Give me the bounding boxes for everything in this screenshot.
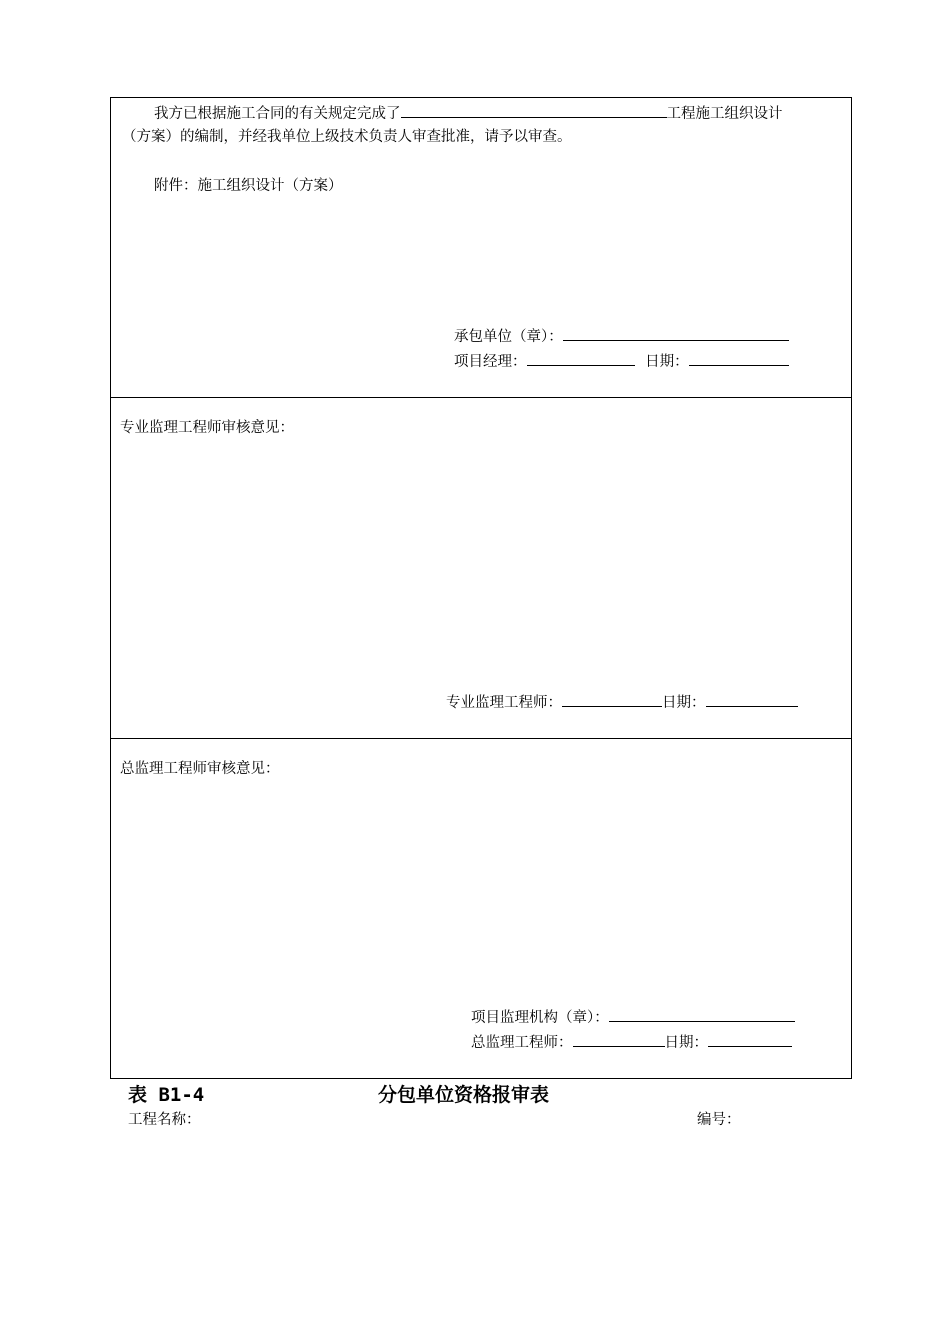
engineer-blank[interactable] bbox=[562, 692, 662, 707]
manager-label: 项目经理： bbox=[454, 354, 527, 370]
contractor-blank[interactable] bbox=[563, 326, 789, 341]
chief-date-blank[interactable] bbox=[708, 1032, 792, 1047]
submission-line-1 bbox=[154, 103, 783, 123]
project-name-blank[interactable] bbox=[401, 103, 667, 118]
date-blank[interactable] bbox=[689, 351, 789, 366]
supervision-org-line bbox=[471, 1007, 795, 1027]
chief-blank[interactable] bbox=[573, 1032, 665, 1047]
supervision-org-blank[interactable] bbox=[609, 1007, 795, 1022]
engineer-date-blank[interactable] bbox=[706, 692, 798, 707]
form-title: 分包单位资格报审表 bbox=[378, 1084, 550, 1106]
chief-opinion-label: 总监理工程师审核意见： bbox=[120, 761, 280, 777]
submission-section bbox=[111, 98, 851, 398]
chief-review-section bbox=[111, 739, 851, 1080]
supervision-org-label: 项目监理机构（章）： bbox=[471, 1010, 609, 1026]
manager-signature-line bbox=[454, 351, 789, 371]
engineer-signature-line bbox=[446, 692, 798, 712]
manager-blank[interactable] bbox=[527, 351, 635, 366]
contractor-label: 承包单位（章）： bbox=[454, 329, 563, 345]
attachment-text: 附件：施工组织设计（方案） bbox=[154, 178, 343, 194]
chief-signature-line bbox=[471, 1032, 792, 1052]
engineer-review-section bbox=[111, 398, 851, 739]
number-label: 编号： bbox=[697, 1112, 741, 1128]
engineer-date-label: 日期： bbox=[662, 695, 706, 711]
project-name-label: 工程名称： bbox=[128, 1112, 201, 1128]
form-table bbox=[110, 97, 852, 1079]
engineer-opinion-label: 专业监理工程师审核意见： bbox=[120, 420, 294, 436]
submission-line-2: （方案）的编制，并经我单位上级技术负责人审查批准，请予以审查。 bbox=[122, 129, 572, 145]
date-label: 日期： bbox=[645, 354, 689, 370]
chief-label: 总监理工程师： bbox=[471, 1035, 573, 1051]
submission-line-1-prefix: 我方已根据施工合同的有关规定完成了 bbox=[154, 106, 401, 122]
chief-date-label: 日期： bbox=[664, 1035, 708, 1051]
submission-line-1-suffix: 工程施工组织设计 bbox=[666, 106, 783, 122]
contractor-signature-line bbox=[454, 326, 789, 346]
engineer-label: 专业监理工程师： bbox=[446, 695, 562, 711]
form-code: 表 B1-4 bbox=[128, 1084, 205, 1106]
